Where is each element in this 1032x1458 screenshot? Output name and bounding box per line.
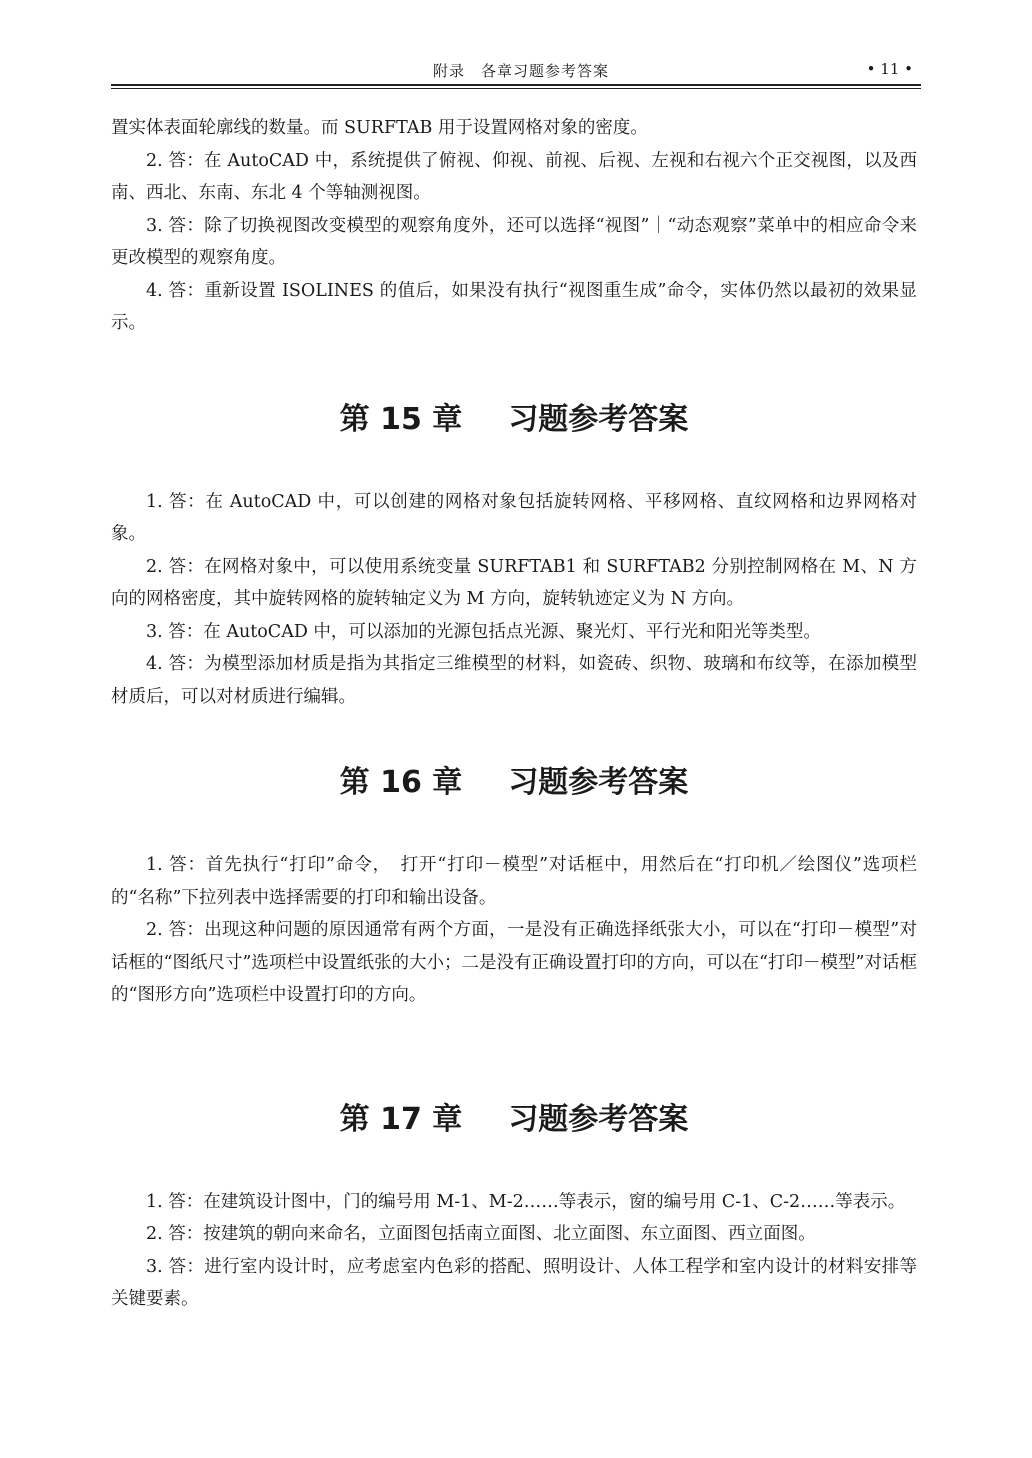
chapter-17-heading	[111, 1094, 917, 1138]
chapter-number: 第 17 章	[339, 1101, 463, 1137]
chapter-number: 第 15 章	[339, 401, 463, 437]
running-header	[111, 58, 921, 84]
intro-paragraph: 4. 答：重新设置 ISOLINES 的值后，如果没有执行“视图重生成”命令，实体仍然以最初的效果显示。	[111, 280, 917, 333]
header-title: 附录 各章习题参考答案	[433, 62, 610, 80]
answer-paragraph: 3. 答：进行室内设计时，应考虑室内色彩的搭配、照明设计、人体工程学和室内设计的材料安排等关键要素。	[111, 1256, 917, 1309]
chapter-number: 第 16 章	[339, 765, 463, 800]
answer-paragraph: 1. 答：在 AutoCAD 中，可以创建的网格对象包括旋转网格、平移网格、直纹网格和边界网格对象。	[111, 491, 917, 544]
intro-paragraph: 3. 答：除了切换视图改变模型的观察角度外，还可以选择“视图”｜“动态观察”菜单中的相应命令来更改模型的观察角度。	[111, 215, 917, 268]
chapter-title: 习题参考答案	[508, 1101, 689, 1137]
page-body	[111, 112, 917, 1316]
header-rule-thin	[111, 88, 921, 89]
header-rule-thick	[111, 84, 921, 86]
answer-paragraph: 1. 答：在建筑设计图中，门的编号用 M-1、M-2……等表示，窗的编号用 C-1、C-2……等表示。	[146, 1191, 906, 1212]
intro-paragraph: 2. 答：在 AutoCAD 中，系统提供了俯视、仰视、前视、后视、左视和右视六个正交视图，以及西南、西北、东南、东北 4 个等轴测视图。	[111, 150, 917, 203]
chapter-title: 习题参考答案	[508, 401, 689, 437]
page-number: • 11 •	[866, 60, 913, 78]
intro-paragraph: 置实体表面轮廓线的数量。而 SURFTAB 用于设置网格对象的密度。	[111, 118, 648, 138]
chapter-title: 习题参考答案	[508, 765, 689, 800]
answer-paragraph: 4. 答：为模型添加材质是指为其指定三维模型的材料，如瓷砖、织物、玻璃和布纹等，在添加模型材质后，可以对材质进行编辑。	[111, 654, 917, 707]
answer-paragraph: 1. 答：首先执行“打印”命令， 打开“打印－模型”对话框中，用然后在“打印机／绘图仪”选项栏的“名称”下拉列表中选择需要的打印和输出设备。	[111, 855, 917, 908]
answer-paragraph: 3. 答：在 AutoCAD 中，可以添加的光源包括点光源、聚光灯、平行光和阳光等类型。	[146, 621, 821, 642]
answer-paragraph: 2. 答：出现这种问题的原因通常有两个方面，一是没有正确选择纸张大小，可以在“打印－模型”对话框的“图纸尺寸”选项栏中设置纸张的大小；二是没有正确设置打印的方向，可以在“打印－模型”对话框的“图形方向”选项栏中设置打印的方向。	[111, 920, 917, 1005]
chapter-15-heading	[111, 394, 917, 438]
chapter-16-heading	[111, 757, 917, 801]
answer-paragraph: 2. 答：在网格对象中，可以使用系统变量 SURFTAB1 和 SURFTAB2 分别控制网格在 M、N 方向的网格密度，其中旋转网格的旋转轴定义为 M 方向，旋转轨迹定义为 N 方向。	[111, 556, 917, 609]
answer-paragraph: 2. 答：按建筑的朝向来命名，立面图包括南立面图、北立面图、东立面图、西立面图。	[146, 1224, 816, 1244]
